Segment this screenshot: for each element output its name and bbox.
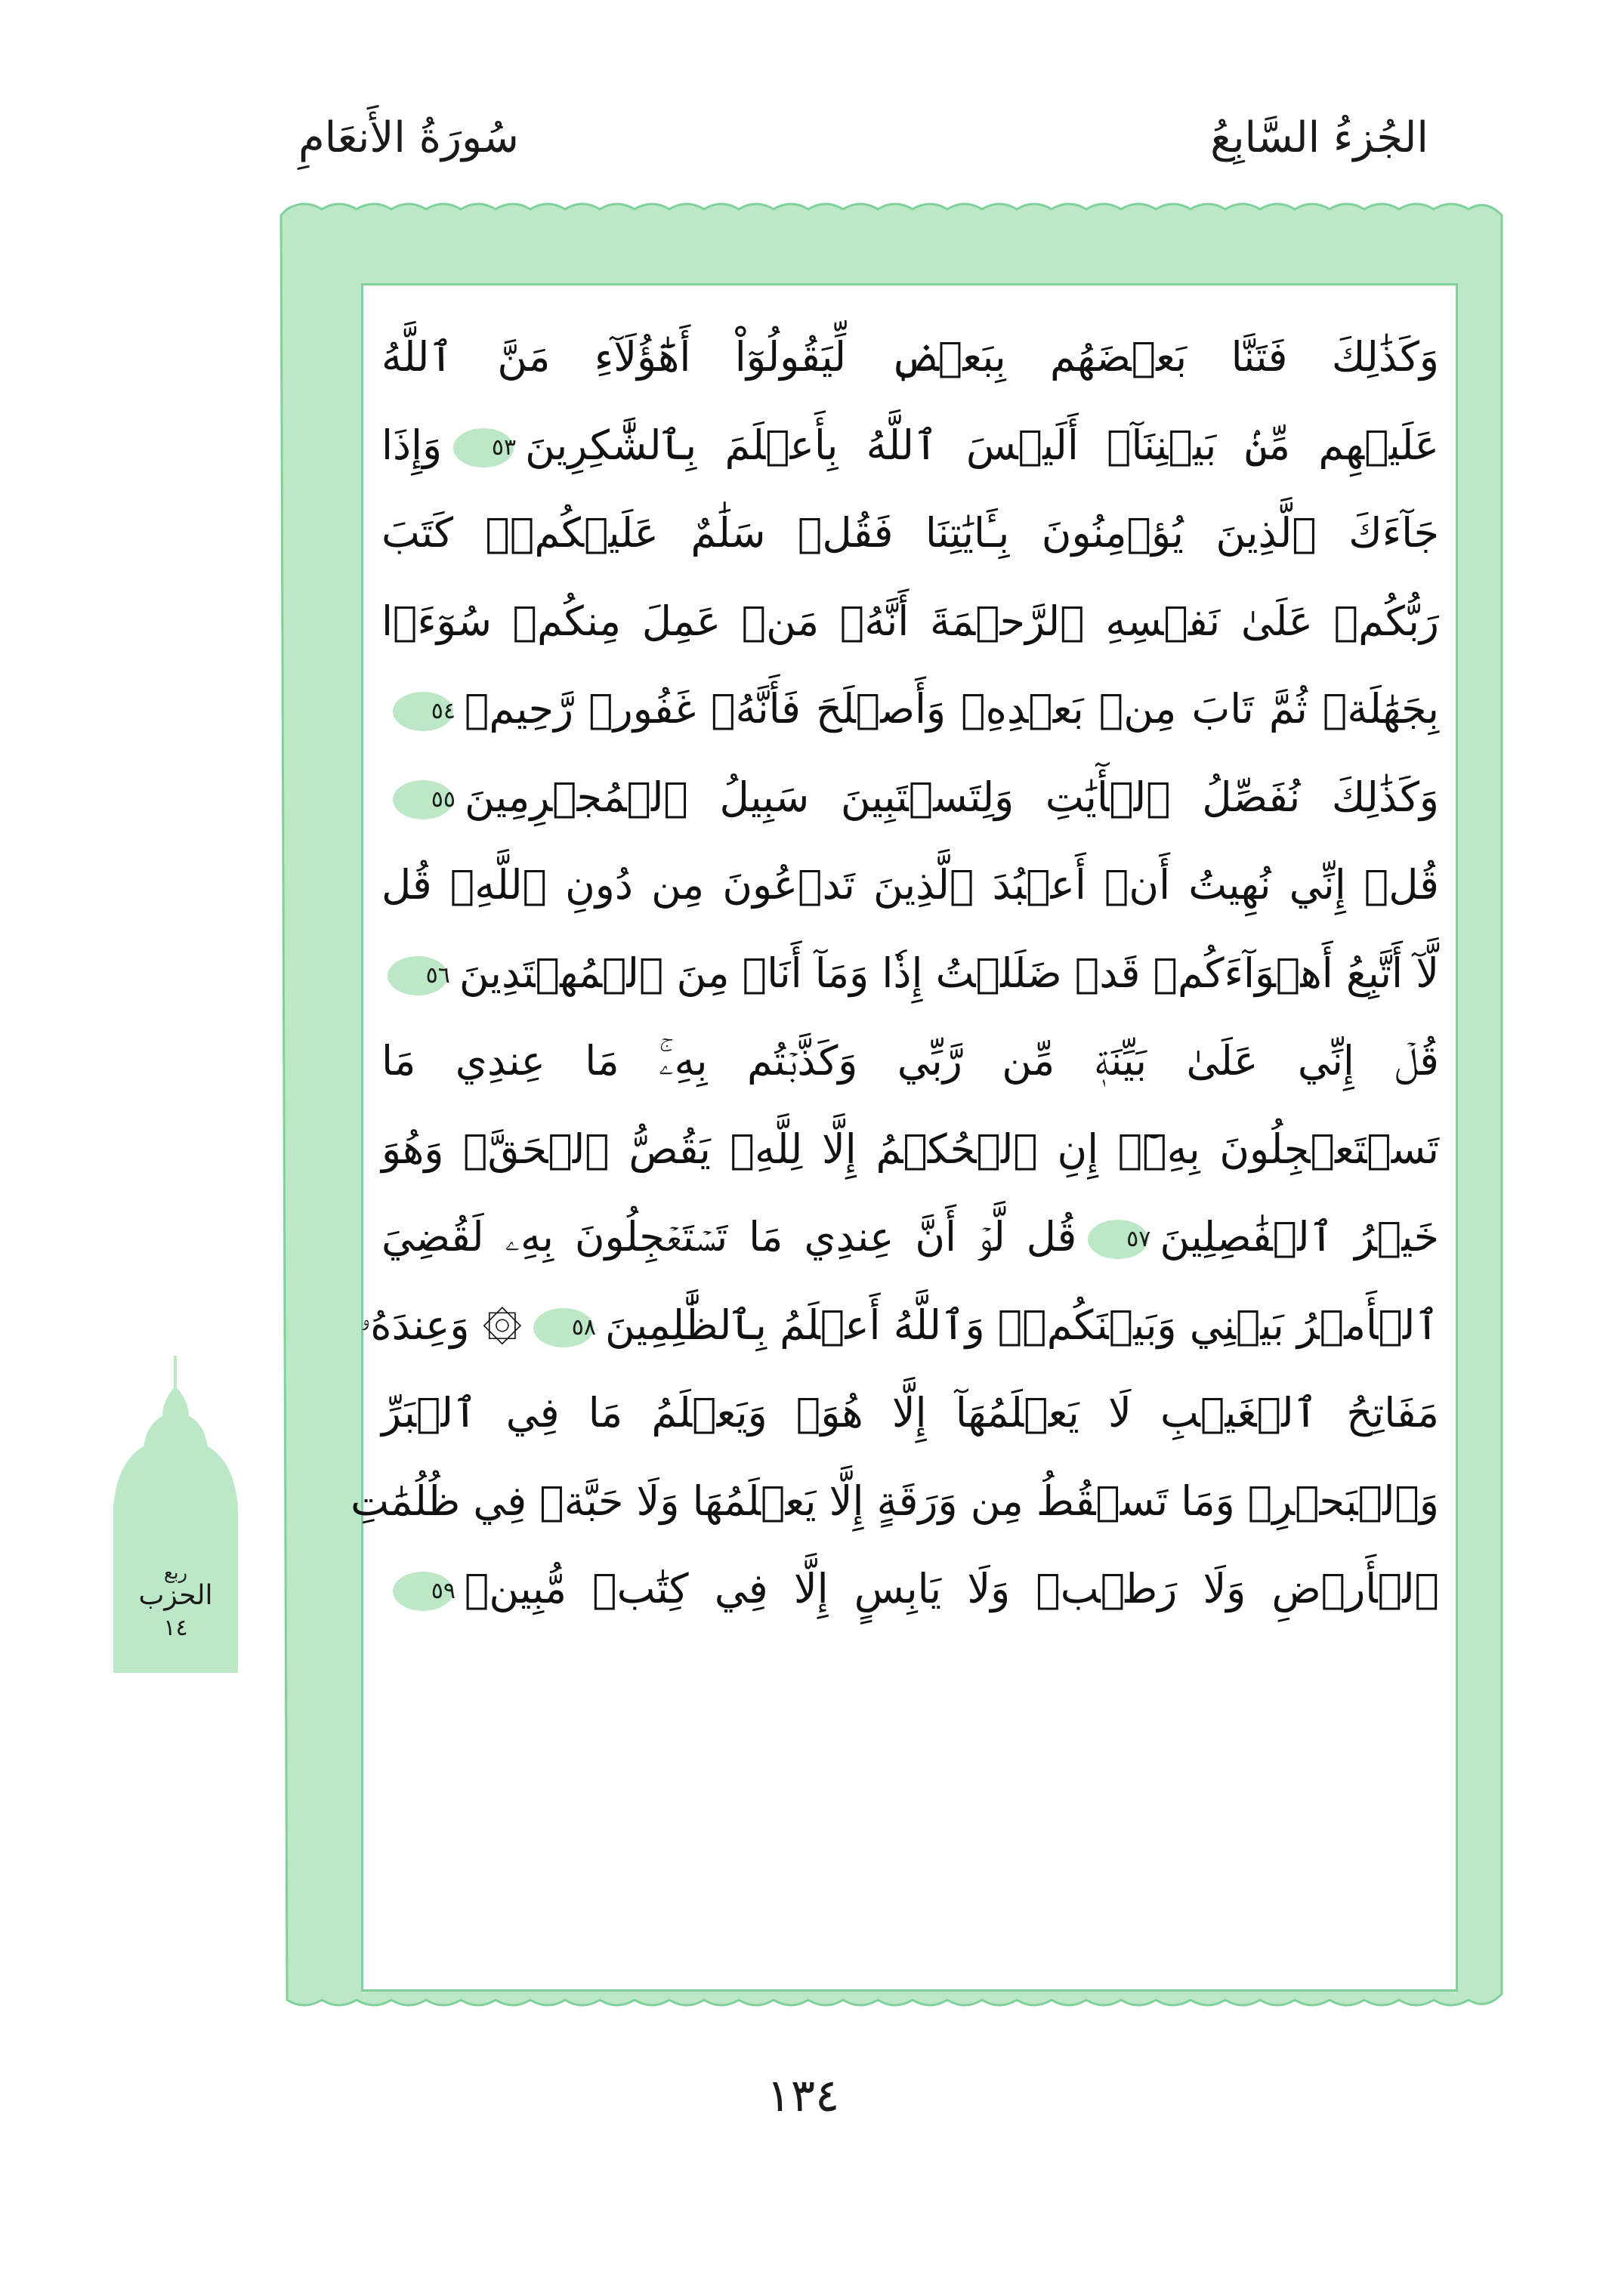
text-line [381, 580, 1439, 663]
ayah-number: ٥٤ [431, 698, 456, 725]
ayah-number-marker [391, 689, 456, 734]
ayah-number: ٥٧ [1126, 1226, 1151, 1253]
ayah-number-marker [531, 1305, 596, 1350]
ayah-number: ٥٣ [491, 434, 517, 461]
verse-text-continued: وَإِذَا [381, 421, 443, 469]
ayah-number-marker [391, 1569, 456, 1614]
ayah-number: ٥٥ [431, 785, 456, 813]
text-line [381, 668, 1439, 751]
verse-text: جَآءَكَ ٱلَّذِينَ يُؤۡمِنُونَ بِـَٔايَٰتِنَا فَقُلۡ سَلَٰمٌ عَلَيۡكُمۡۖ كَتَبَ [381, 509, 1439, 557]
verse-text: مَفَاتِحُ ٱلۡغَيۡبِ لَا يَعۡلَمُهَآ إِلَّا هُوَۚ وَيَعۡلَمُ مَا فِي ٱلۡبَرِّ [381, 1389, 1439, 1437]
text-line [381, 316, 1439, 399]
text-line [381, 756, 1439, 839]
ayah-number-marker [385, 953, 450, 998]
verse-text: لَّآ أَتَّبِعُ أَهۡوَآءَكُمۡ قَدۡ ضَلَلۡتُ إِذٗا وَمَآ أَنَا۠ مِنَ ٱلۡمُهۡتَدِينَ [459, 949, 1439, 997]
text-line [360, 1284, 1439, 1367]
verse-text: خَيۡرُ ٱلۡفَٰصِلِينَ [1160, 1213, 1439, 1261]
verse-text: وَكَذَٰلِكَ فَتَنَّا بَعۡضَهُم بِبَعۡضٖ لِّيَقُولُوٓاْ أَهَٰٓؤُلَآءِ مَنَّ ٱللَّهُ [381, 333, 1439, 381]
text-line [381, 1196, 1439, 1279]
page-number: ١٣٤ [766, 2069, 840, 2122]
verse-text-continued: ۞ وَعِندَهُۥ [360, 1301, 523, 1349]
text-line [381, 492, 1439, 575]
verse-text: رَبُّكُمۡ عَلَىٰ نَفۡسِهِ ٱلرَّحۡمَةَ أَنَّهُۥ مَنۡ عَمِلَ مِنكُمۡ سُوٓءَۢا [381, 597, 1439, 645]
verse-text: ٱلۡأَمۡرُ بَيۡنِي وَبَيۡنَكُمۡۗ وَٱللَّهُ أَعۡلَمُ بِٱلظَّٰلِمِينَ [605, 1301, 1439, 1349]
text-line [381, 1108, 1439, 1191]
text-line [381, 1020, 1439, 1103]
hizb-number: ١٤ [163, 1615, 188, 1641]
verse-text: عَلَيۡهِم مِّنۢ بَيۡنِنَآۗ أَلَيۡسَ ٱللَّهُ بِأَعۡلَمَ بِٱلشَّٰكِرِينَ [525, 421, 1439, 469]
ayah-number-marker [1086, 1217, 1150, 1262]
surah-header: سُورَةُ الأَنعَامِ [298, 113, 519, 162]
verse-text: وَكَذَٰلِكَ نُفَصِّلُ ٱلۡأٓيَٰتِ وَلِتَسۡتَبِينَ سَبِيلُ ٱلۡمُجۡرِمِينَ [465, 773, 1439, 821]
text-line [381, 1372, 1439, 1455]
verse-text: قُلۡ إِنِّي نُهِيتُ أَنۡ أَعۡبُدَ ٱلَّذِينَ تَدۡعُونَ مِن دُونِ ٱللَّهِۚ قُل [381, 861, 1439, 909]
ayah-number: ٥٩ [431, 1578, 456, 1605]
verse-text: تَسۡتَعۡجِلُونَ بِهِۦٓۚ إِنِ ٱلۡحُكۡمُ إِلَّا لِلَّهِۖ يَقُصُّ ٱلۡحَقَّۖ وَهُوَ [381, 1125, 1439, 1173]
ayah-number: ٥٦ [425, 961, 450, 989]
text-line [381, 404, 1439, 487]
verse-text: قُلۡ إِنِّي عَلَىٰ بَيِّنَةٖ مِّن رَّبِّي وَكَذَّبۡتُم بِهِۦۚ مَا عِندِي مَا [381, 1037, 1439, 1085]
text-line [381, 1548, 1439, 1631]
juz-header: الجُزءُ السَّابِعُ [1210, 113, 1428, 162]
verse-text: بِجَهَٰلَةٖ ثُمَّ تَابَ مِنۢ بَعۡدِهِۦ وَأَصۡلَحَ فَأَنَّهُۥ غَفُورٞ رَّحِيمٞ [465, 685, 1439, 733]
verse-text: وَٱلۡبَحۡرِۚ وَمَا تَسۡقُطُ مِن وَرَقَةٍ إِلَّا يَعۡلَمُهَا وَلَا حَبَّةٖ فِي ظُلُمَٰتِ [351, 1477, 1439, 1525]
ayah-number: ٥٨ [571, 1313, 597, 1341]
hizb-quarter-label: ربع [163, 1562, 188, 1583]
ayah-number-marker [391, 777, 456, 822]
ayah-number-marker [451, 425, 516, 471]
text-line [381, 844, 1439, 927]
verse-text: ٱلۡأَرۡضِ وَلَا رَطۡبٖ وَلَا يَابِسٍ إِلَّا فِي كِتَٰبٖ مُّبِينٖ [465, 1565, 1439, 1612]
hizb-label: الحزب [138, 1580, 213, 1611]
verse-text-continued: قُل لَّوۡ أَنَّ عِندِي مَا تَسۡتَعۡجِلُونَ بِهِۦ لَقُضِيَ [381, 1213, 1077, 1261]
text-line [351, 1460, 1439, 1543]
text-line [381, 932, 1439, 1015]
